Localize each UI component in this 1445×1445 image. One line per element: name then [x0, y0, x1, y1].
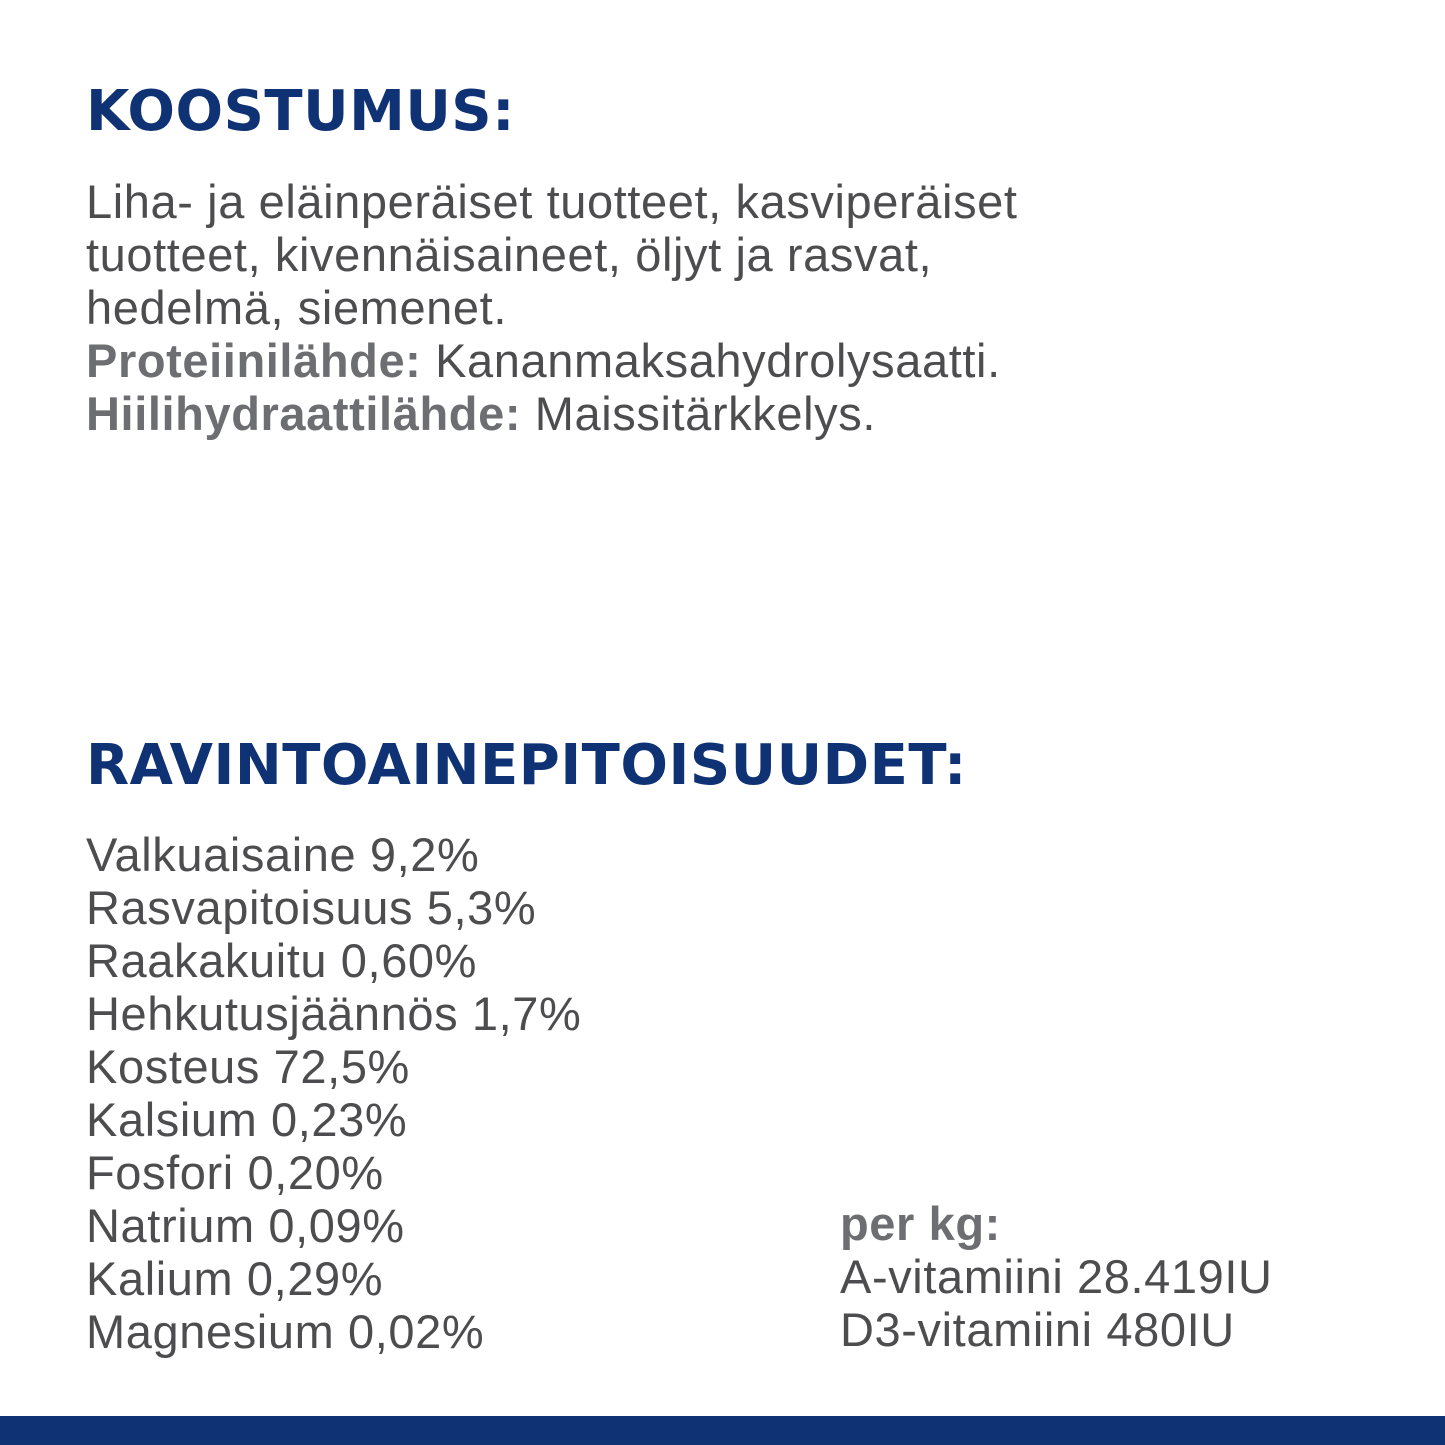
footer-bar [0, 1416, 1445, 1445]
nutrient-item: Hehkutusjäännös 1,7% [86, 987, 582, 1040]
nutrient-item: Kalsium 0,23% [86, 1093, 408, 1146]
protein-source-row [86, 334, 1018, 387]
nutrients-heading: RAVINTOAINEPITOISUUDET: [86, 733, 967, 798]
nutrient-item: Fosfori 0,20% [86, 1146, 384, 1199]
nutrient-item: Raakakuitu 0,60% [86, 934, 478, 987]
carb-source-label: Hiilihydraattilähde: [86, 387, 522, 440]
composition-line: hedelmä, siemenet. [86, 281, 507, 334]
vitamins-block [840, 1197, 1273, 1356]
composition-line: Liha- ja eläinperäiset tuotteet, kasviperäiset [86, 175, 1018, 228]
nutrient-item: Kalium 0,29% [86, 1252, 384, 1305]
composition-line: tuotteet, kivennäisaineet, öljyt ja rasvat, [86, 228, 933, 281]
vitamin-item: A-vitamiini 28.419IU [840, 1250, 1273, 1303]
carb-source-row [86, 387, 1018, 440]
composition-heading: KOOSTUMUS: [86, 79, 516, 144]
protein-source-value: Kananmaksahydrolysaatti. [421, 334, 1001, 387]
vitamin-item: D3-vitamiini 480IU [840, 1303, 1235, 1356]
nutrient-list [86, 828, 581, 1358]
nutrient-item: Kosteus 72,5% [86, 1040, 410, 1093]
nutrient-item: Rasvapitoisuus 5,3% [86, 881, 537, 934]
carb-source-value: Maissitärkkelys. [521, 387, 876, 440]
per-kg-label: per kg: [840, 1197, 1001, 1250]
protein-source-label: Proteiinilähde: [86, 334, 422, 387]
composition-text [86, 175, 1018, 440]
nutrient-item: Valkuaisaine 9,2% [86, 828, 480, 881]
nutrient-item: Magnesium 0,02% [86, 1305, 485, 1358]
nutrient-item: Natrium 0,09% [86, 1199, 405, 1252]
